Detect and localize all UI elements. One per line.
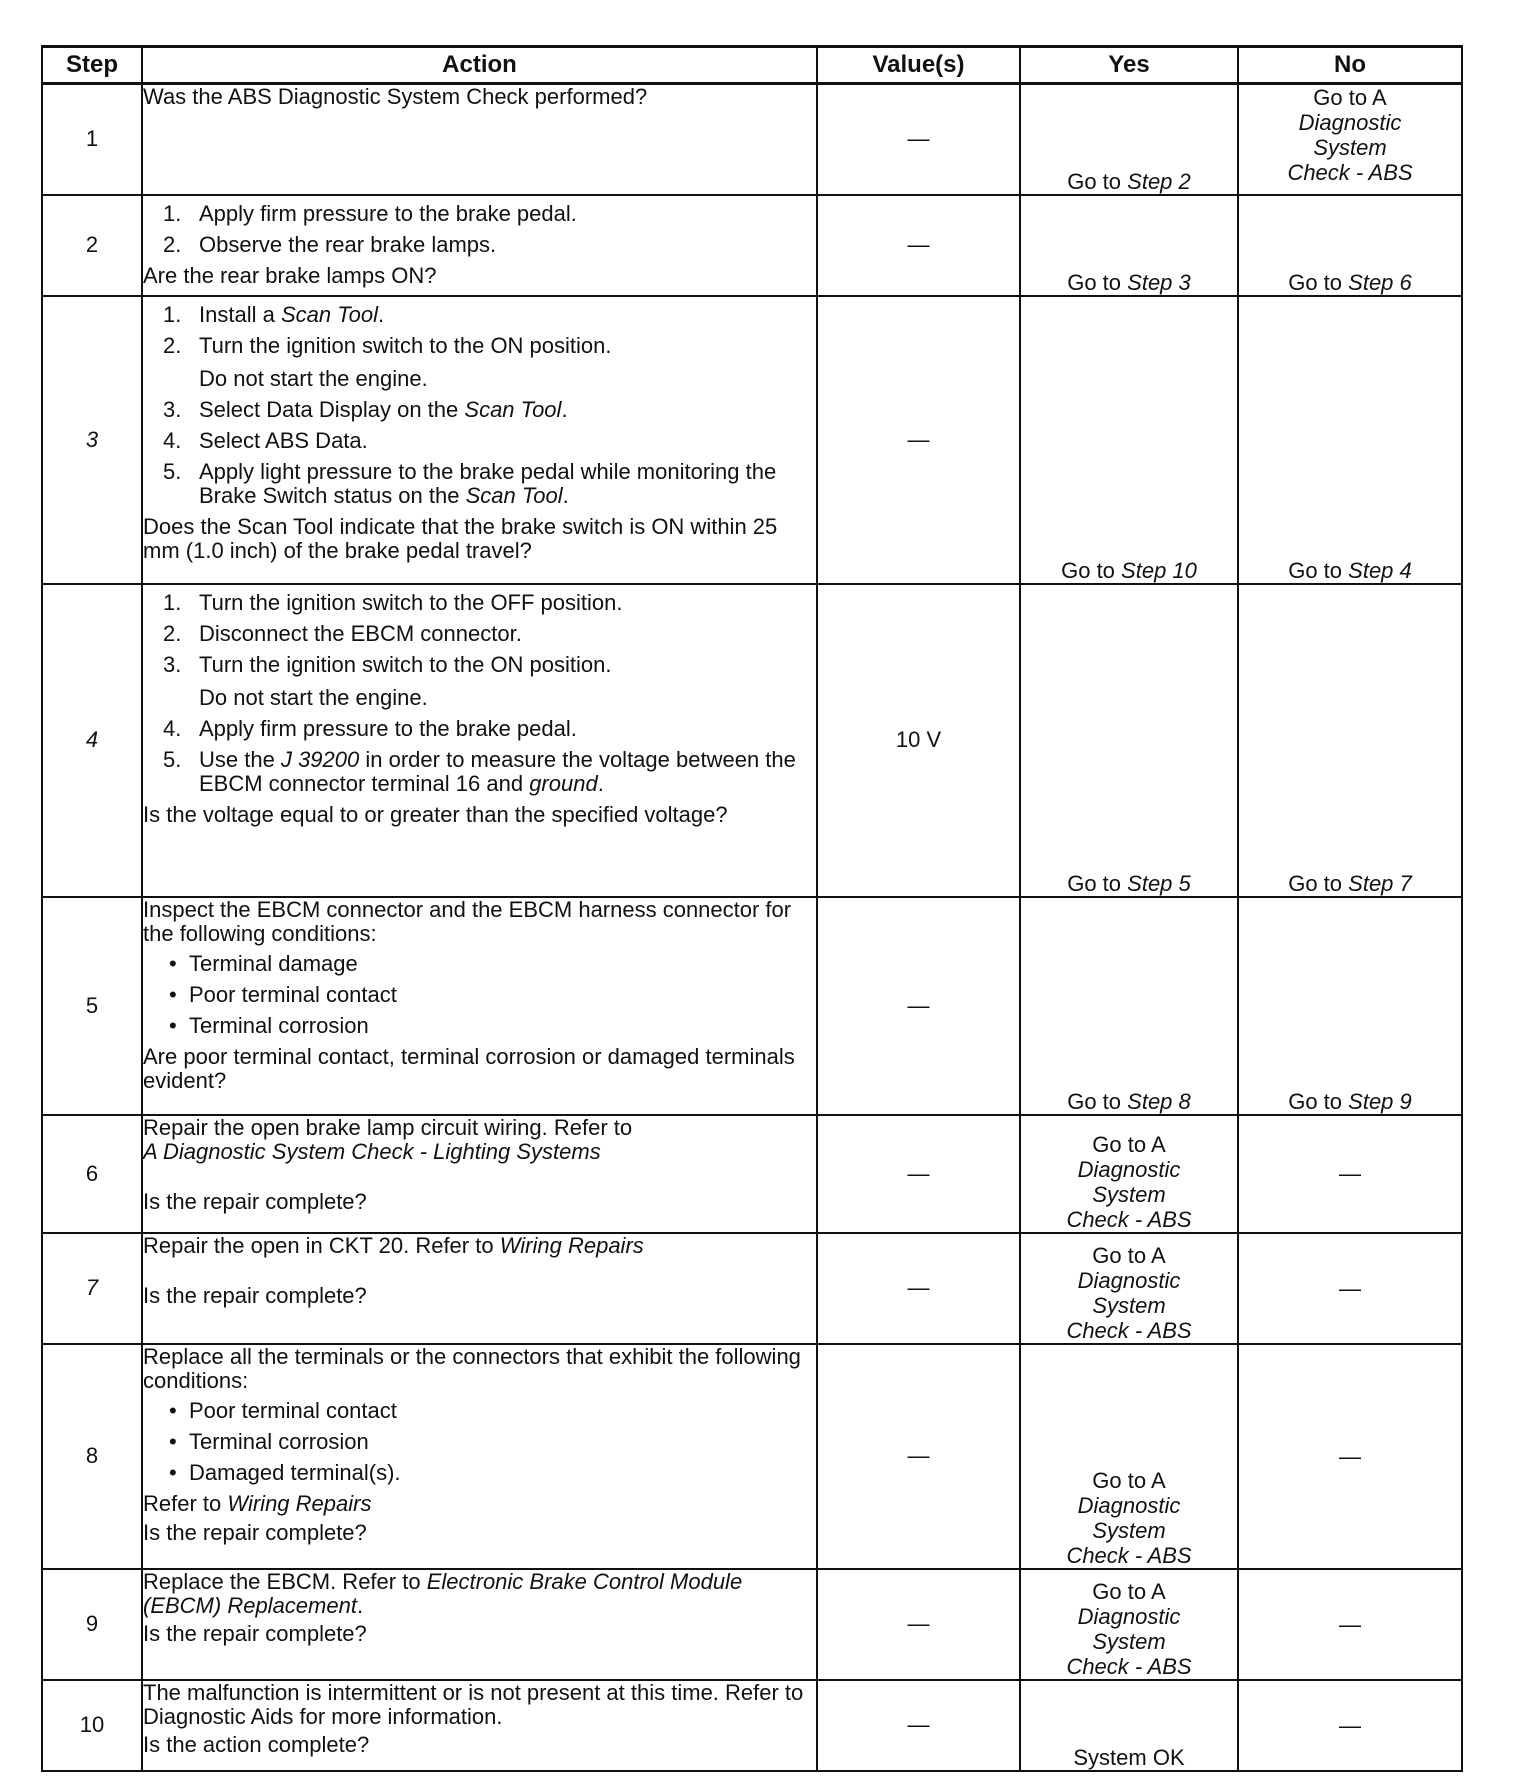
no-cell: Go to Step 4: [1238, 296, 1462, 584]
action-refer: Refer to Wiring Repairs: [143, 1490, 372, 1516]
table-row: [42, 1569, 1462, 1680]
yes-cell: System OK: [1020, 1680, 1238, 1771]
list-item: 3. Turn the ignition switch to the ON position. Do not start the engine.: [163, 651, 612, 710]
no-cell: Go to A Diagnostic System Check - ABS: [1238, 84, 1462, 195]
action-intro: The malfunction is intermittent or is not present at this time. Refer to Diagnostic Aids for more information.: [143, 1679, 804, 1729]
table-row: [42, 1344, 1462, 1569]
table-row: [42, 1233, 1462, 1344]
step-reference: Step 2: [1127, 168, 1191, 194]
list-item: 4. Select ABS Data.: [163, 427, 368, 453]
no-cell: —: [1238, 1569, 1462, 1680]
list-item: 4. Apply firm pressure to the brake pedal.: [163, 715, 577, 741]
list-item: • Terminal corrosion: [143, 1430, 816, 1454]
value-cell: 10 V: [817, 584, 1020, 897]
no-cell: —: [1238, 1680, 1462, 1771]
action-question: Is the voltage equal to or greater than the specified voltage?: [143, 801, 728, 827]
header-step: Step: [42, 47, 142, 84]
step-reference: Step 10: [1121, 557, 1197, 583]
value-cell: —: [817, 296, 1020, 584]
list-item: 5. Apply light pressure to the brake pedal while monitoring the Brake Switch status on the Scan Tool.: [163, 458, 777, 508]
step-reference: Step 8: [1127, 1088, 1191, 1114]
value-cell: —: [817, 84, 1020, 195]
reference-link: Wiring Repairs: [499, 1232, 644, 1258]
value-cell: —: [817, 195, 1020, 296]
action-intro: Repair the open brake lamp circuit wiring. Refer to: [143, 1114, 633, 1140]
list-item: 2. Turn the ignition switch to the ON position. Do not start the engine.: [163, 332, 612, 391]
header-value: Value(s): [817, 47, 1020, 84]
reference-link: Wiring Repairs: [227, 1490, 372, 1516]
action-cell: [142, 897, 817, 1115]
list-item: • Terminal damage: [143, 952, 816, 976]
list-item: 2. Disconnect the EBCM connector.: [163, 620, 522, 646]
list-item: 2. Observe the rear brake lamps.: [163, 231, 497, 257]
step-number: 7: [42, 1233, 142, 1344]
action-intro: Repair the open in CKT 20. Refer to Wiring Repairs: [143, 1232, 644, 1258]
yes-cell: Go to A Diagnostic System Check - ABS: [1020, 1115, 1238, 1233]
list-item: 1. Install a Scan Tool.: [163, 301, 385, 327]
step-number: 5: [42, 897, 142, 1115]
table-row: [42, 296, 1462, 584]
no-cell: Go to Step 7: [1238, 584, 1462, 897]
action-question: Is the action complete?: [143, 1731, 370, 1757]
yes-cell: Go to Step 3: [1020, 195, 1238, 296]
action-cell: [142, 1680, 817, 1771]
value-cell: —: [817, 1344, 1020, 1569]
step-number: 2: [42, 195, 142, 296]
table-row: [42, 897, 1462, 1115]
table-row: [42, 1115, 1462, 1233]
list-item: • Damaged terminal(s).: [143, 1461, 816, 1485]
step-reference: Step 9: [1348, 1088, 1412, 1114]
no-cell: Go to Step 9: [1238, 897, 1462, 1115]
no-cell: —: [1238, 1115, 1462, 1233]
value-cell: —: [817, 1569, 1020, 1680]
reference-link: Electronic Brake Control Module (EBCM) Replacement: [143, 1568, 743, 1618]
action-question: Is the repair complete?: [143, 1620, 367, 1646]
reference-link: A Diagnostic System Check - Lighting Systems: [143, 1138, 601, 1164]
yes-cell: Go to Step 10: [1020, 296, 1238, 584]
action-cell: [142, 84, 817, 195]
step-reference: Step 6: [1348, 269, 1412, 295]
yes-cell: Go to Step 2: [1020, 84, 1238, 195]
action-intro: Replace the EBCM. Refer to Electronic Brake Control Module (EBCM) Replacement.: [143, 1568, 743, 1618]
action-cell: [142, 195, 817, 296]
no-cell: —: [1238, 1344, 1462, 1569]
list-item: 1. Apply firm pressure to the brake pedal.: [163, 200, 577, 226]
action-cell: [142, 1115, 817, 1233]
step-reference: Step 7: [1348, 870, 1412, 896]
table-row: [42, 195, 1462, 296]
list-item: 1. Turn the ignition switch to the OFF position.: [163, 589, 623, 615]
diagnostic-table: [41, 45, 1463, 1772]
yes-cell: Go to A Diagnostic System Check - ABS: [1020, 1569, 1238, 1680]
value-cell: —: [817, 897, 1020, 1115]
action-question: Is the repair complete?: [143, 1519, 367, 1545]
action-cell: [142, 1233, 817, 1344]
header-no: No: [1238, 47, 1462, 84]
list-item: 3. Select Data Display on the Scan Tool.: [163, 396, 568, 422]
step-number: 10: [42, 1680, 142, 1771]
table-row: [42, 84, 1462, 195]
header-row: [42, 47, 1462, 84]
yes-cell: Go to Step 5: [1020, 584, 1238, 897]
step-number: 4: [42, 584, 142, 897]
action-cell: [142, 1344, 817, 1569]
list-item: 5. Use the J 39200 in order to measure the voltage between the EBCM connector terminal 16 and ground.: [163, 746, 796, 796]
action-question: Was the ABS Diagnostic System Check performed?: [143, 84, 648, 109]
value-cell: —: [817, 1233, 1020, 1344]
action-question: Are the rear brake lamps ON?: [143, 262, 437, 288]
action-cell: [142, 296, 817, 584]
list-item: • Poor terminal contact: [143, 983, 816, 1007]
list-item: • Poor terminal contact: [143, 1399, 816, 1423]
step-number: 6: [42, 1115, 142, 1233]
table-row: [42, 1680, 1462, 1771]
yes-cell: Go to Step 8: [1020, 897, 1238, 1115]
step-number: 1: [42, 84, 142, 195]
list-item: • Terminal corrosion: [143, 1014, 816, 1038]
value-cell: —: [817, 1115, 1020, 1233]
step-reference: Step 3: [1127, 269, 1191, 295]
header-yes: Yes: [1020, 47, 1238, 84]
step-number: 9: [42, 1569, 142, 1680]
yes-cell: Go to A Diagnostic System Check - ABS: [1020, 1233, 1238, 1344]
no-cell: Go to Step 6: [1238, 195, 1462, 296]
table-row: [42, 584, 1462, 897]
action-question: Is the repair complete?: [143, 1188, 367, 1214]
action-intro: Inspect the EBCM connector and the EBCM harness connector for the following conditions:: [143, 896, 792, 946]
step-number: 8: [42, 1344, 142, 1569]
action-question: Is the repair complete?: [143, 1282, 367, 1308]
no-cell: —: [1238, 1233, 1462, 1344]
action-question: Does the Scan Tool indicate that the brake switch is ON within 25 mm (1.0 inch) of the brake pedal travel?: [143, 513, 778, 563]
value-cell: —: [817, 1680, 1020, 1771]
action-cell: [142, 1569, 817, 1680]
yes-cell: Go to A Diagnostic System Check - ABS: [1020, 1344, 1238, 1569]
action-question: Are poor terminal contact, terminal corrosion or damaged terminals evident?: [143, 1043, 795, 1093]
step-reference: Step 4: [1348, 557, 1412, 583]
action-intro: Replace all the terminals or the connectors that exhibit the following conditions:: [143, 1343, 801, 1393]
step-number: 3: [42, 296, 142, 584]
action-cell: [142, 584, 817, 897]
step-reference: Step 5: [1127, 870, 1191, 896]
header-action: Action: [142, 47, 817, 84]
